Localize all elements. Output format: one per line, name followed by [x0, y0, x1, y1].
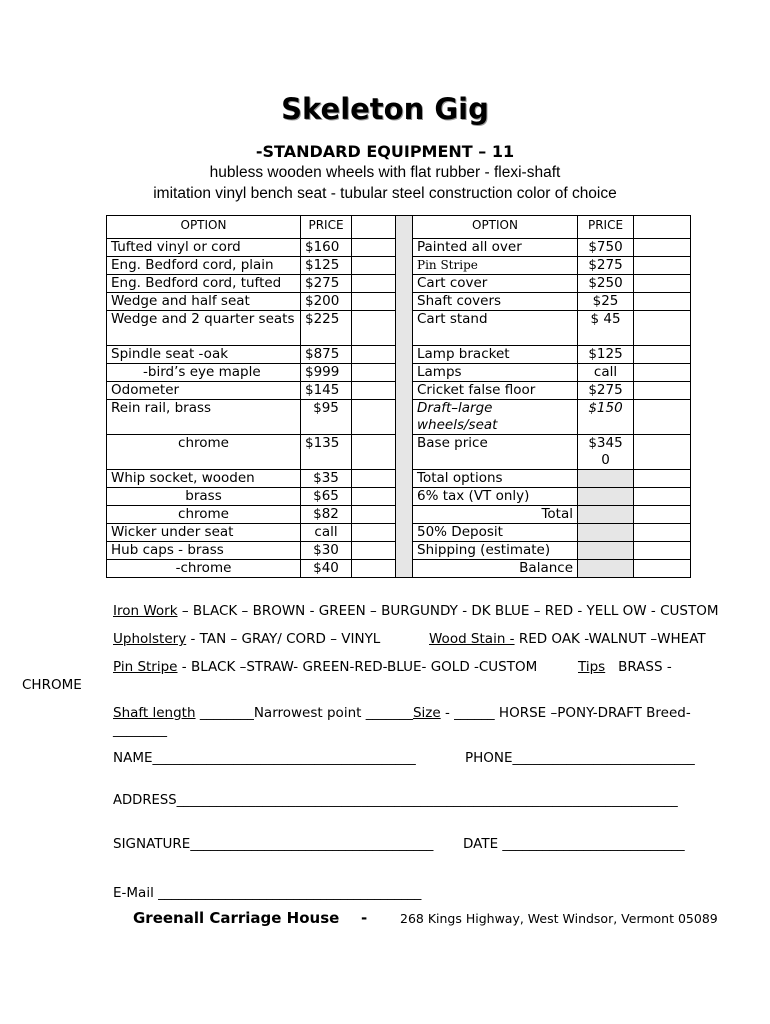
- price-cell: $40: [301, 560, 352, 578]
- price-cell: $345 0: [578, 435, 634, 470]
- tips-options: BRASS -: [618, 659, 672, 675]
- tax-cell[interactable]: [578, 488, 634, 506]
- option-cell: chrome: [107, 506, 301, 524]
- price-cell: $65: [301, 488, 352, 506]
- option-cell: -bird’s eye maple: [107, 364, 301, 382]
- price-cell: call: [578, 364, 634, 382]
- option-cell: Hub caps - brass: [107, 542, 301, 560]
- iron-work-line: [113, 603, 718, 619]
- tips-chrome-option: CHROME: [22, 677, 82, 693]
- qty-cell[interactable]: [352, 346, 396, 364]
- price-cell: $30: [301, 542, 352, 560]
- option-cell: 6% tax (VT only): [413, 488, 578, 506]
- qty-cell[interactable]: [634, 435, 691, 470]
- size-blank[interactable]: - ______ HORSE –PONY-DRAFT Breed-: [440, 705, 691, 721]
- iron-work-label: Iron Work: [113, 603, 178, 619]
- date-field[interactable]: DATE ___________________________: [463, 836, 685, 852]
- qty-cell[interactable]: [352, 435, 396, 470]
- price-cell: $250: [578, 275, 634, 293]
- qty-cell[interactable]: [352, 311, 396, 346]
- standard-equipment-line-2: imitation vinyl bench seat - tubular steel construction color of choice: [153, 185, 617, 202]
- qty-cell[interactable]: [352, 293, 396, 311]
- qty-cell[interactable]: [352, 488, 396, 506]
- option-cell: Whip socket, wooden: [107, 470, 301, 488]
- option-cell: Total options: [413, 470, 578, 488]
- price-cell: $ 45: [578, 311, 634, 346]
- wood-stain-label: Wood Stain -: [429, 631, 515, 647]
- pin-stripe-options: - BLACK –STRAW- GREEN-RED-BLUE- GOLD -CUSTOM: [177, 659, 538, 675]
- qty-cell[interactable]: [634, 257, 691, 275]
- tips-label: Tips: [578, 659, 606, 675]
- price-cell: $125: [578, 346, 634, 364]
- option-cell: Cart cover: [413, 275, 578, 293]
- option-cell: Painted all over: [413, 239, 578, 257]
- footer-dash: -: [361, 909, 368, 927]
- qty-cell[interactable]: [352, 382, 396, 400]
- option-cell: Lamps: [413, 364, 578, 382]
- price-cell: $275: [578, 382, 634, 400]
- option-cell: brass: [107, 488, 301, 506]
- option-cell: Shipping (estimate): [413, 542, 578, 560]
- price-cell: $160: [301, 239, 352, 257]
- price-cell: call: [301, 524, 352, 542]
- wood-stain-options: RED OAK -WALNUT –WHEAT: [514, 631, 706, 647]
- qty-cell[interactable]: [352, 364, 396, 382]
- shipping-cell[interactable]: [578, 542, 634, 560]
- option-cell: Odometer: [107, 382, 301, 400]
- option-cell: Pin Stripe: [413, 257, 578, 275]
- name-field[interactable]: NAME_______________________________________: [113, 750, 416, 766]
- price-cell: $35: [301, 470, 352, 488]
- price-cell: $275: [301, 275, 352, 293]
- option-cell: Wicker under seat: [107, 524, 301, 542]
- option-cell: Spindle seat -oak: [107, 346, 301, 364]
- iron-work-options: – BLACK – BROWN - GREEN – BURGUNDY - DK BLUE – RED - YELL OW - CUSTOM: [177, 603, 719, 619]
- header-option-right: OPTION: [413, 216, 578, 239]
- size-label: Size: [412, 705, 441, 721]
- qty-cell[interactable]: [634, 275, 691, 293]
- qty-cell[interactable]: [352, 400, 396, 435]
- pin-stripe-line: [113, 659, 537, 675]
- option-cell: Cricket false floor: [413, 382, 578, 400]
- price-cell: $82: [301, 506, 352, 524]
- qty-cell[interactable]: [352, 275, 396, 293]
- upholstery-line: [113, 631, 380, 647]
- breed-blank[interactable]: ________: [113, 722, 167, 738]
- qty-cell[interactable]: [352, 560, 396, 578]
- qty-cell[interactable]: [634, 293, 691, 311]
- option-cell: Eng. Bedford cord, tufted: [107, 275, 301, 293]
- header-option-left: OPTION: [107, 216, 301, 239]
- price-cell: $25: [578, 293, 634, 311]
- shaft-length-blank[interactable]: ________Narrowest point _______: [195, 705, 413, 721]
- option-cell: Draft–large wheels/seat: [413, 400, 578, 435]
- standard-equipment-line-1: hubless wooden wheels with flat rubber - flexi-shaft: [209, 164, 561, 181]
- price-cell: $125: [301, 257, 352, 275]
- shaft-length-label: Shaft length: [113, 705, 196, 721]
- price-cell: $200: [301, 293, 352, 311]
- option-cell: Balance: [413, 560, 578, 578]
- option-cell: Base price: [413, 435, 578, 470]
- qty-cell[interactable]: [352, 524, 396, 542]
- price-cell: $999: [301, 364, 352, 382]
- qty-cell[interactable]: [634, 346, 691, 364]
- qty-cell[interactable]: [352, 542, 396, 560]
- email-field[interactable]: E-Mail _______________________________________: [113, 885, 422, 901]
- total-options-cell[interactable]: [578, 470, 634, 488]
- address-field[interactable]: ADDRESS____________________________________________________________________________: [113, 793, 678, 808]
- option-cell: Tufted vinyl or cord: [107, 239, 301, 257]
- option-cell: chrome: [107, 435, 301, 470]
- qty-cell[interactable]: [634, 239, 691, 257]
- option-cell: Wedge and half seat: [107, 293, 301, 311]
- phone-field[interactable]: PHONE___________________________: [465, 750, 695, 766]
- standard-equipment-heading: -STANDARD EQUIPMENT – 11: [255, 142, 515, 161]
- price-cell: $135: [301, 435, 352, 470]
- price-cell: $875: [301, 346, 352, 364]
- price-cell: $95: [301, 400, 352, 435]
- price-cell: $225: [301, 311, 352, 346]
- header-price-right: PRICE: [578, 216, 634, 239]
- option-cell: Total: [413, 506, 578, 524]
- header-price-left: PRICE: [301, 216, 352, 239]
- option-cell: Lamp bracket: [413, 346, 578, 364]
- qty-cell[interactable]: [634, 311, 691, 346]
- upholstery-options: - TAN – GRAY/ CORD – VINYL: [186, 631, 381, 647]
- company-name: Greenall Carriage House: [133, 909, 340, 927]
- qty-cell[interactable]: [352, 257, 396, 275]
- option-cell: Shaft covers: [413, 293, 578, 311]
- option-cell: 50% Deposit: [413, 524, 578, 542]
- total-cell[interactable]: [578, 506, 634, 524]
- wood-stain-line: [429, 631, 706, 647]
- price-cell: $750: [578, 239, 634, 257]
- options-table: [106, 215, 691, 578]
- price-cell: $150: [578, 400, 634, 435]
- qty-cell[interactable]: [634, 382, 691, 400]
- option-cell: Rein rail, brass: [107, 400, 301, 435]
- qty-cell[interactable]: [352, 506, 396, 524]
- option-cell: Eng. Bedford cord, plain: [107, 257, 301, 275]
- qty-cell[interactable]: [634, 400, 691, 435]
- qty-cell[interactable]: [352, 239, 396, 257]
- signature-field[interactable]: SIGNATURE____________________________________: [113, 836, 434, 852]
- deposit-cell[interactable]: [578, 524, 634, 542]
- price-cell: $275: [578, 257, 634, 275]
- qty-cell[interactable]: [352, 470, 396, 488]
- balance-cell[interactable]: [578, 560, 634, 578]
- price-cell: $145: [301, 382, 352, 400]
- option-cell: -chrome: [107, 560, 301, 578]
- shaft-size-line: [113, 705, 691, 721]
- option-cell: Cart stand: [413, 311, 578, 346]
- qty-cell[interactable]: [634, 364, 691, 382]
- upholstery-label: Upholstery: [113, 631, 187, 647]
- tips-line: [578, 659, 672, 675]
- option-cell: Wedge and 2 quarter seats: [107, 311, 301, 346]
- table-spacer: [396, 216, 413, 578]
- pin-stripe-label: Pin Stripe: [113, 659, 178, 675]
- page-title: Skeleton Gig: [281, 92, 489, 126]
- company-address: 268 Kings Highway, West Windsor, Vermont 05089: [400, 911, 718, 926]
